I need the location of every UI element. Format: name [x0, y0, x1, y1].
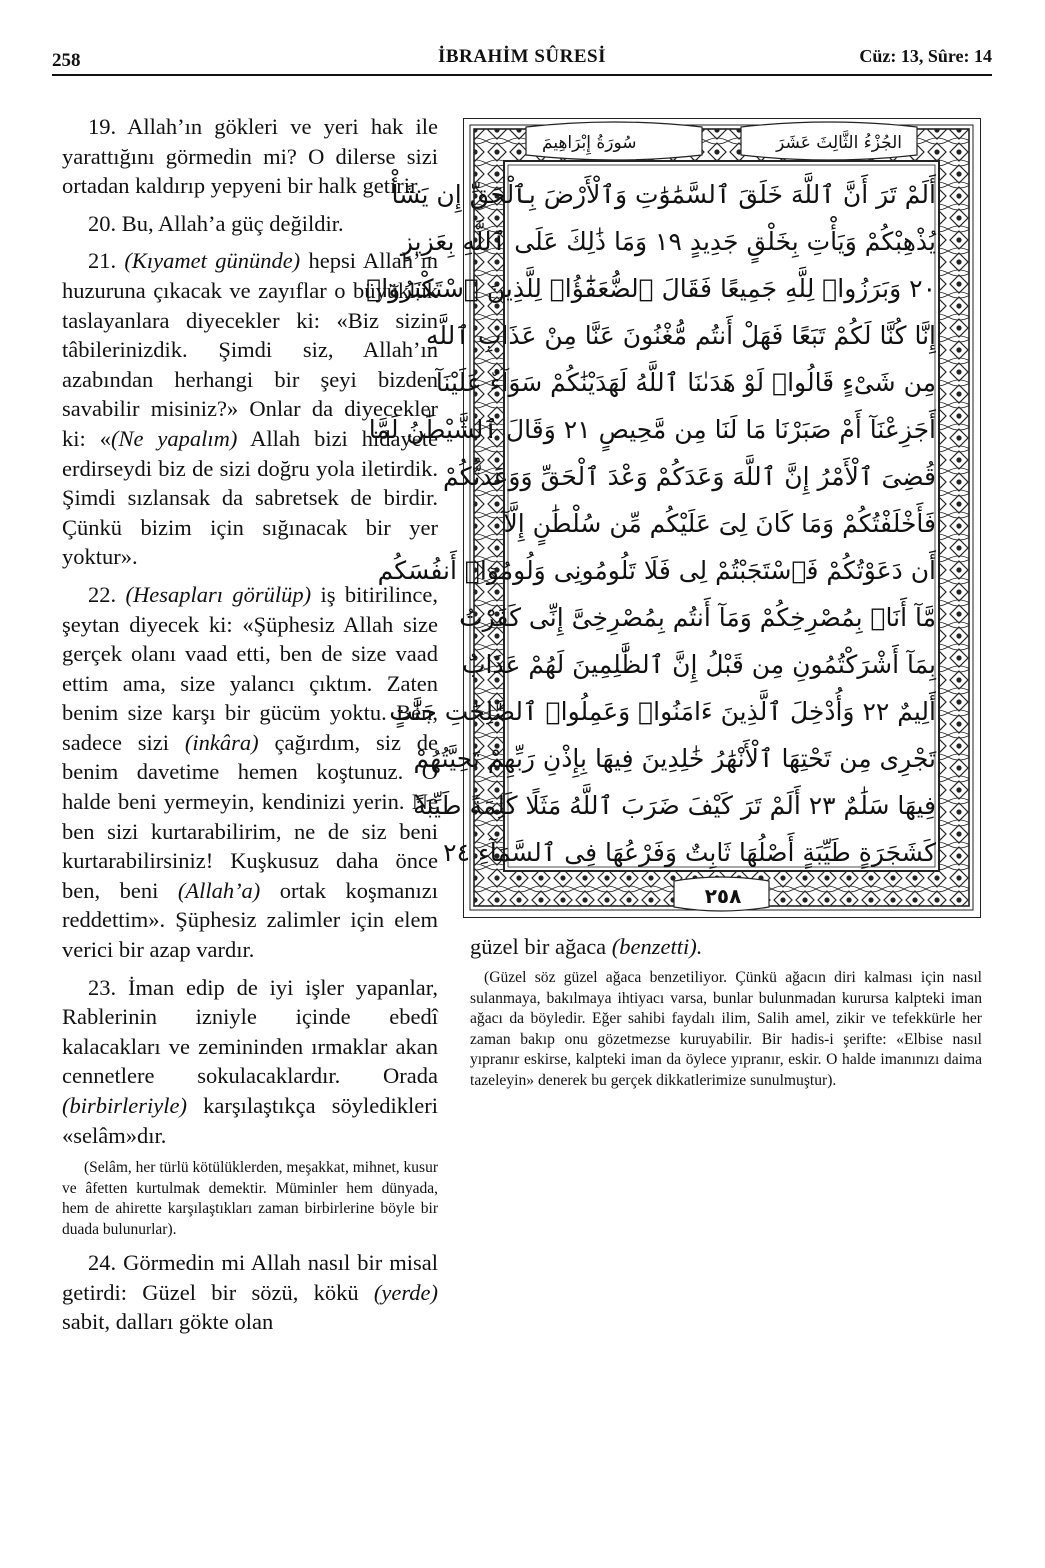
verse-21-number: 21. — [88, 248, 117, 274]
arabic-line: فَأَخْلَفْتُكُمْ وَمَا كَانَ لِىَ عَلَيْكُم مِّن سُلْطَٰنٍ إِلَّآ — [503, 509, 936, 538]
verse-22 — [62, 580, 438, 965]
verse-23-text-1: 23. İman edip de iyi işler yapanlar, Rablerinin izniyle içinde ebedî kalacakları ve zemininden ırmaklar akan cennetlere sokulacaklardır. Orada — [62, 974, 438, 1089]
verse-21-text-1: hepsi Allah’ın huzuruna çıkacak ve zayıflar o büyüklük taslayanlara diyecekler ki: «Biz sizin tâbilerinizdik. Şimdi siz, Allah’ın azabından herhangi bir şeyi bizden savabilir misiniz?» Onlar da diyecekler ki: « — [62, 248, 438, 451]
verse-23-italic-1: (birbirleriyle) — [62, 1093, 187, 1118]
arabic-line: تَجْرِى مِن تَحْتِهَا ٱلْأَنْهَٰرُ خَٰلِدِينَ فِيهَا بِإِذْنِ رَبِّهِمْ تَحِيَّتُهُمْ — [413, 744, 936, 773]
arabic-line: مِن شَىْءٍ قَالُوا۟ لَوْ هَدَىٰنَا ٱللَّهُ لَهَدَيْنَٰكُمْ سَوَآءٌ عَلَيْنَآ — [435, 368, 936, 397]
arabic-line: كَشَجَرَةٍ طَيِّبَةٍ أَصْلُهَا ثَابِتٌ وَفَرْعُهَا فِى ٱلسَّمَآءِ ٢٤ — [443, 838, 936, 867]
arabic-text — [366, 171, 936, 877]
arabic-line: فِيهَا سَلَٰمٌ ٢٣ أَلَمْ تَرَ كَيْفَ ضَرَبَ ٱللَّهُ مَثَلًا كَلِمَةً طَيِّبَةً — [413, 791, 936, 820]
verse-24-cont-text: güzel bir ağaca — [470, 934, 607, 959]
verse-19: 19. Allah’ın gökleri ve yeri hak ile yarattığını görmedin mi? O dilerse sizi ortadan kaldırıp yepyeni bir halk getirir. — [62, 114, 438, 199]
arabic-line: مَّآ أَنَا۠ بِمُصْرِخِكُمْ وَمَآ أَنتُم بِمُصْرِخِىَّ إِنِّى كَفَرْتُ — [459, 603, 936, 632]
juz-info: Cüz: 13, Sûre: 14 — [859, 46, 992, 66]
verse-23-text-2: karşılaştıkça söyledikleri «selâm»dır. — [62, 1093, 439, 1148]
verse-22-italic-1: (Hesapları görülüp) — [125, 581, 312, 607]
juz-label: الجُزْءُ الثَّالِثَ عَشَرَ — [776, 133, 902, 153]
arabic-line: يُذْهِبْكُمْ وَيَأْتِ بِخَلْقٍ جَدِيدٍ ١٩ وَمَا ذَٰلِكَ عَلَى ٱللَّهِ بِعَزِيزٍ — [400, 227, 936, 256]
arabic-line: بِمَآ أَشْرَكْتُمُونِ مِن قَبْلُ إِنَّ ٱلظَّٰلِمِينَ لَهُمْ عَذَابٌ — [461, 650, 936, 679]
page-header — [52, 44, 992, 76]
arabic-line: إِنَّا كُنَّا لَكُمْ تَبَعًا فَهَلْ أَنتُم مُّغْنُونَ عَنَّا مِنْ عَذَابِ ٱللَّهِ — [425, 321, 936, 350]
verse-24-text-1: 24. Görmedin mi Allah nasıl bir misal getirdi: Güzel bir sözü, kökü — [62, 1250, 438, 1305]
arabic-line: أَجَزِعْنَآ أَمْ صَبَرْنَا مَا لَنَا مِن مَّحِيصٍ ٢١ وَقَالَ ٱلشَّيْطَٰنُ لَمَّا — [368, 415, 936, 444]
verse-22-number: 22. — [88, 581, 117, 607]
arabic-line: أَلَمْ تَرَ أَنَّ ٱللَّهَ خَلَقَ ٱلسَّمَٰوَٰتِ وَٱلْأَرْضَ بِٱلْحَقِّ إِن يَشَأْ — [391, 180, 936, 209]
arabic-page-number: ٢٥٨ — [704, 884, 742, 908]
arabic-line: ٢٠ وَبَرَزُوا۟ لِلَّهِ جَمِيعًا فَقَالَ ٱلضُّعَفَٰٓؤُا۟ لِلَّذِينَ ٱسْتَكْبَرُوٓا۟ — [366, 274, 936, 303]
verse-20: 20. Bu, Allah’a güç değildir. — [88, 210, 344, 236]
verse-22-text-2: çağırdım, siz de benim davetime hemen koştunuz. O halde beni yermeyin, kendinizi yerin. Ne ben sizi kurtarabilirim, ne de siz beni kurtarabilirsiniz! Kuşkusuz daha önce ben, beni — [62, 729, 439, 903]
verse-22-italic-3: (Allah’a) — [177, 877, 261, 903]
arabic-line: أَلِيمٌ ٢٢ وَأُدْخِلَ ٱلَّذِينَ ءَامَنُوا۟ وَعَمِلُوا۟ ٱلصَّٰلِحَٰتِ جَنَّٰتٍ — [389, 697, 936, 726]
arabic-line: قُضِىَ ٱلْأَمْرُ إِنَّ ٱللَّهَ وَعَدَكُمْ وَعْدَ ٱلْحَقِّ وَوَعَدتُّكُمْ — [442, 462, 936, 491]
verse-22-text-1: iş bitirilince, şeytan diyecek ki: «Şüphesiz Allah size gerçek olanı vaad etti, ben de size vaad ettim ama, size yalancı çıktım. Zaten benim size karşı bir gücüm yoktu. Ben, sadece sizi — [62, 581, 439, 755]
translation-column-right — [470, 932, 982, 1092]
verse-24 — [62, 1248, 438, 1337]
verse-22-italic-2: (inkâra) — [184, 729, 259, 755]
verse-22-text-3: ortak koşmanızı reddettim». Şüphesiz zalimler için elem verici bir azap vardır. — [62, 877, 438, 963]
arabic-line: أَن دَعَوْتُكُمْ فَٱسْتَجَبْتُمْ لِى فَلَا تَلُومُونِى وَلُومُوٓا۟ أَنفُسَكُم — [377, 556, 936, 585]
verse-23-note: (Selâm, her türlü kötülüklerden, meşakkat, mihnet, kusur ve âfetten kurtulmak demektir. Müminler hem dünyada, hem de ahirette karşılaştıkları zaman birbirlerine böyle bir duada bulunurlar). — [62, 1159, 438, 1238]
verse-21-italic-1: (Kıyamet gününde) — [124, 248, 301, 274]
verse-23 — [62, 973, 438, 1151]
surah-name-label: سُورَةُ إِبْرَاهِيمَ — [542, 133, 637, 153]
mushaf-page — [366, 118, 981, 918]
verse-24-cont-italic: (benzetti). — [611, 934, 703, 959]
verse-21-italic-2: (Ne yapalım) — [110, 425, 238, 451]
surah-title: İBRAHİM SÛRESİ — [437, 46, 606, 67]
verse-24-note: (Güzel söz güzel ağaca benzetiliyor. Çünkü ağacın diri kalması için nasıl sulanmaya, bakılmaya ihtiyacı varsa, bunlar bulunmadan kurursa kalpteki iman ağacı da böyledir. Eğer sahibi faydalı ilim, Salih amel, zikir ve tefekkürle her zaman bakıp onu gözetmezse kuruyabilir. Bir hadis-i şerifte: «Elbise nasıl yıpranır eskirse, kalpteki iman da öylece yıpranır, eskir. O halde imanınızı daima tazeleyin» denerek bu gerçek dikkatlerimize sunulmuştur). — [470, 969, 982, 1089]
verse-24-continuation — [470, 932, 982, 962]
page-number: 258 — [52, 50, 81, 71]
verse-21-text-2: Allah bizi hidayete erdirseydi biz de sizi doğru yola iletirdik. Şimdi sızlansak da sabretsek de birdir. Çünkü bizim için sığınacak bir yer yoktur». — [62, 425, 438, 570]
verse-24-italic-1: (yerde) — [373, 1279, 438, 1305]
verse-24-text-2: sabit, dalları gökte olan — [62, 1309, 274, 1335]
